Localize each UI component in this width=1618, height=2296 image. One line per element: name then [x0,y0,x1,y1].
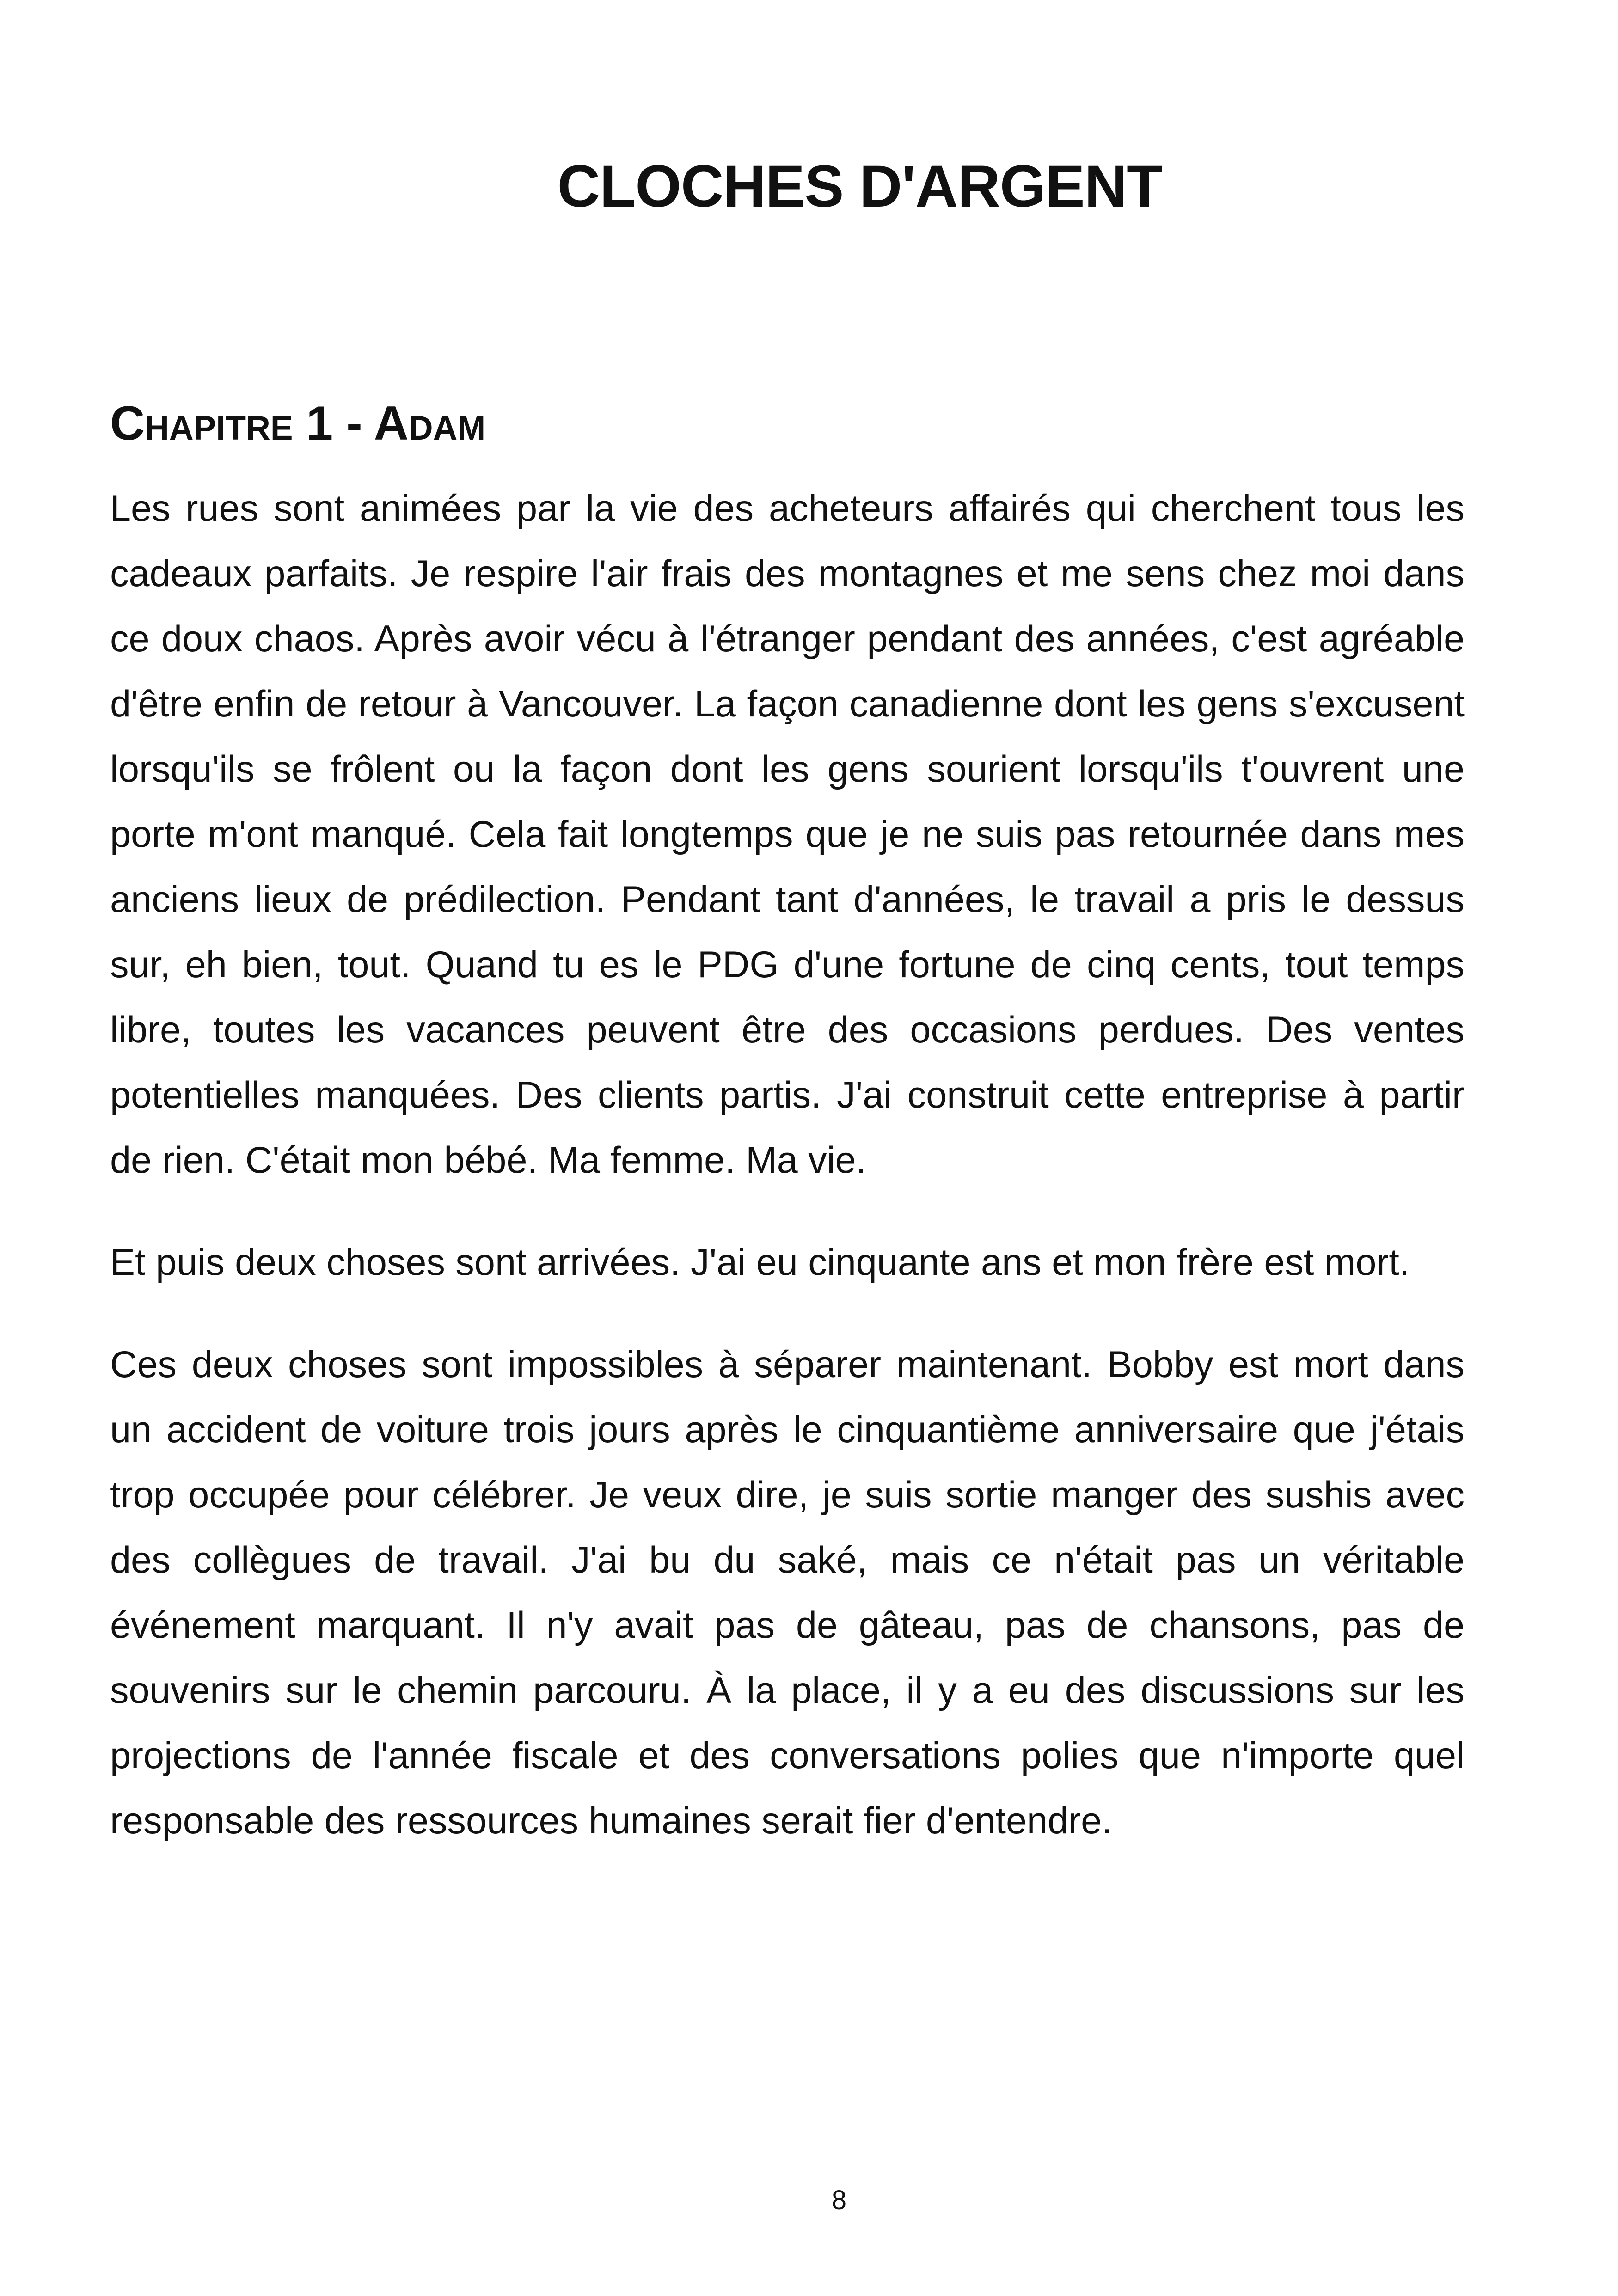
chapter-heading: Chapitre 1 - Adam [110,397,486,451]
book-title: CLOCHES D'ARGENT [557,153,1163,220]
page-number: 8 [831,2185,847,2215]
chapter-body [110,476,1465,1891]
paragraph-1: Les rues sont animées par la vie des acheteurs affairés qui cherchent tous les cadeaux parfaits. Je respire l'air frais des montagnes et me sens chez moi dans ce doux chaos. Après avoir vécu à l'étranger pendant des années, c'est agréable d'être enfin de retour à Vancouver. La façon canadienne dont les gens s'excusent lorsqu'ils se frôlent ou la façon dont les gens sourient lorsqu'ils t'ouvrent une porte m'ont manqué. Cela fait longtemps que je ne suis pas retournée dans mes anciens lieux de prédilection. Pendant tant d'années, le travail a pris le dessus sur, eh bien, tout. Quand tu es le PDG d'une fortune de cinq cents, tout temps libre, toutes les vacances peuvent être des occasions perdues. Des ventes potentielles manquées. Des clients partis. J'ai construit cette entreprise à partir de rien. C'était mon bébé. Ma femme. Ma vie. [110,488,1465,1181]
paragraph-2: Et puis deux choses sont arrivées. J'ai eu cinquante ans et mon frère est mort. [110,1242,1410,1283]
paragraph-3: Ces deux choses sont impossibles à séparer maintenant. Bobby est mort dans un accident de voiture trois jours après le cinquantième anniversaire que j'étais trop occupée pour célébrer. Je veux dire, je suis sortie manger des sushis avec des collègues de travail. J'ai bu du saké, mais ce n'était pas un véritable événement marquant. Il n'y avait pas de gâteau, pas de chansons, pas de souvenirs sur le chemin parcouru. À la place, il y a eu des discussions sur les projections de l'année fiscale et des conversations polies que n'importe quel responsable des ressources humaines serait fier d'entendre. [110,1344,1465,1842]
